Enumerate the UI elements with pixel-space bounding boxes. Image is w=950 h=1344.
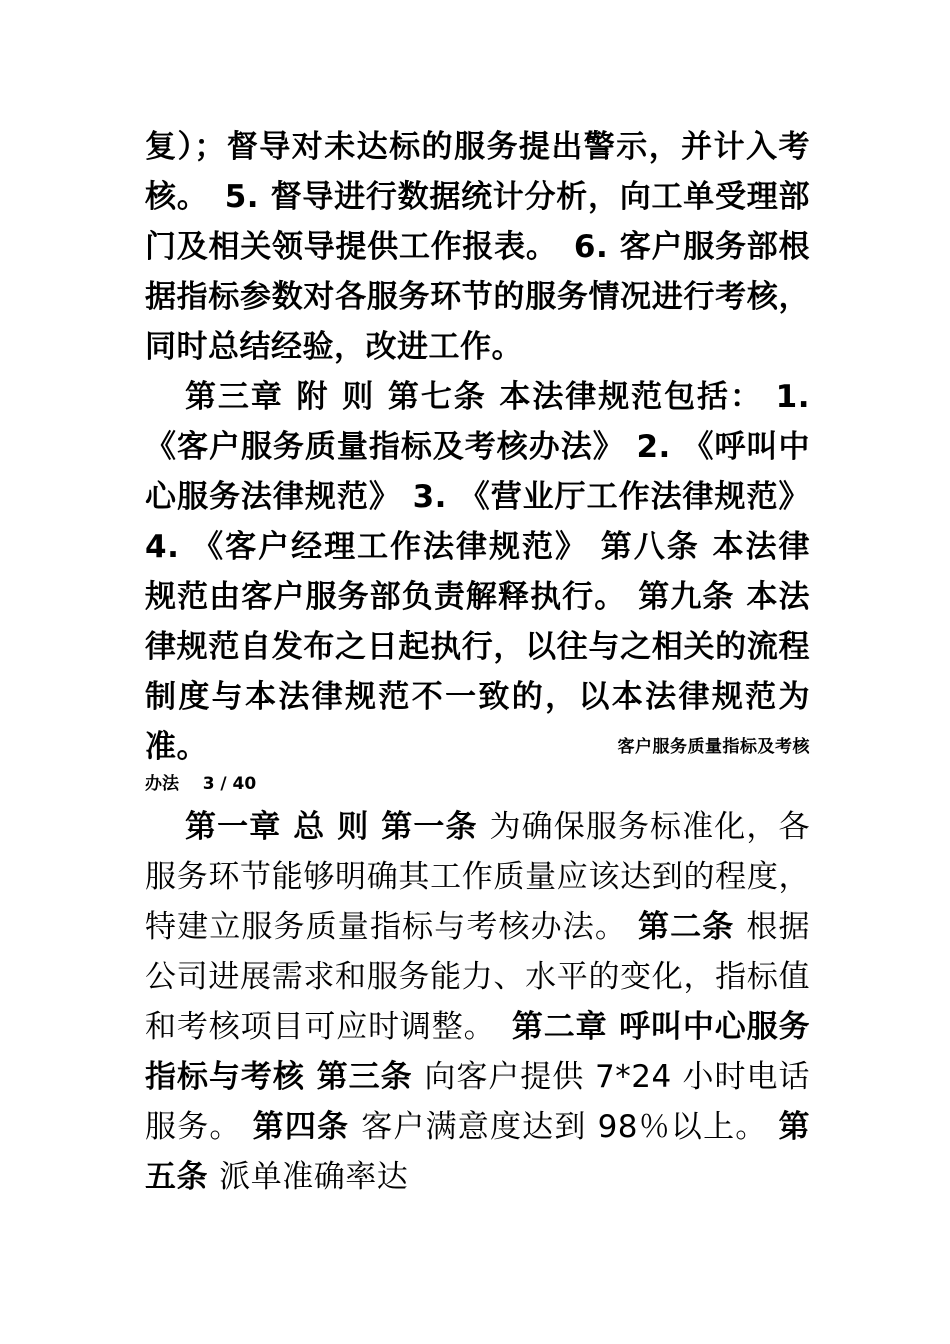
chapter-one-seg-5: 向客户提供 7*24 小时电话服务。 — [145, 1059, 810, 1145]
chapter-one-seg-6: 第四条 — [252, 1109, 362, 1145]
chapter-one-seg-2: 第二条 — [638, 909, 747, 945]
chapter-one-seg-1: 为确保服务标准化，各服务环节能够明确其工作质量应该达到的程度，特建立服务质量指标与考核办法。 — [145, 809, 810, 945]
running-header-title: 客户服务质量指标及考核 — [617, 737, 810, 757]
running-header-line — [145, 772, 810, 796]
document-page — [145, 122, 810, 1202]
chapter-one-seg-3: 根据公司进展需求和服务能力、水平的变化，指标值和考核项目可应时调整。 — [145, 909, 811, 1045]
running-header-title-cont: 办法 — [145, 774, 179, 794]
paragraph-chapter-three — [145, 372, 810, 772]
paragraph-section-one — [145, 122, 810, 372]
section-one-text: 复）；督导对未达标的服务提出警示，并计入考核。 5. 督导进行数据统计分析，向工单受理部门及相关领导提供工作报表。 6. 客户服务部根据指标参数对各服务环节的服务情况进行考核，同时总结经验，改进工作。 — [145, 129, 810, 365]
chapter-one-seg-9: 派单准确率达 — [219, 1159, 409, 1195]
chapter-three-text: 第三章 附 则 第七条 本法律规范包括： 1. 《客户服务质量指标及考核办法》 2. 《呼叫中心服务法律规范》 3. 《营业厅工作法律规范》 4. 《客户经理工作法律规范》 第八条 本法律规范由客户服务部负责解释执行。 第九条 本法律规范自发布之日起执行，以往与之相关的流程制度与本法律规范不一致的，以本法律规范为准。 — [145, 379, 810, 765]
chapter-one-seg-0: 第一章 总 则 第一条 — [185, 809, 490, 845]
chapter-one-seg-8: 第五条 — [145, 1109, 811, 1195]
chapter-one-seg-4: 第二章 呼叫中心服务指标与考核 第三条 — [145, 1009, 810, 1095]
paragraph-chapter-one — [145, 802, 810, 1202]
chapter-one-seg-7: 客户满意度达到 98％以上。 — [361, 1109, 779, 1145]
page-number: 3 / 40 — [202, 774, 257, 794]
